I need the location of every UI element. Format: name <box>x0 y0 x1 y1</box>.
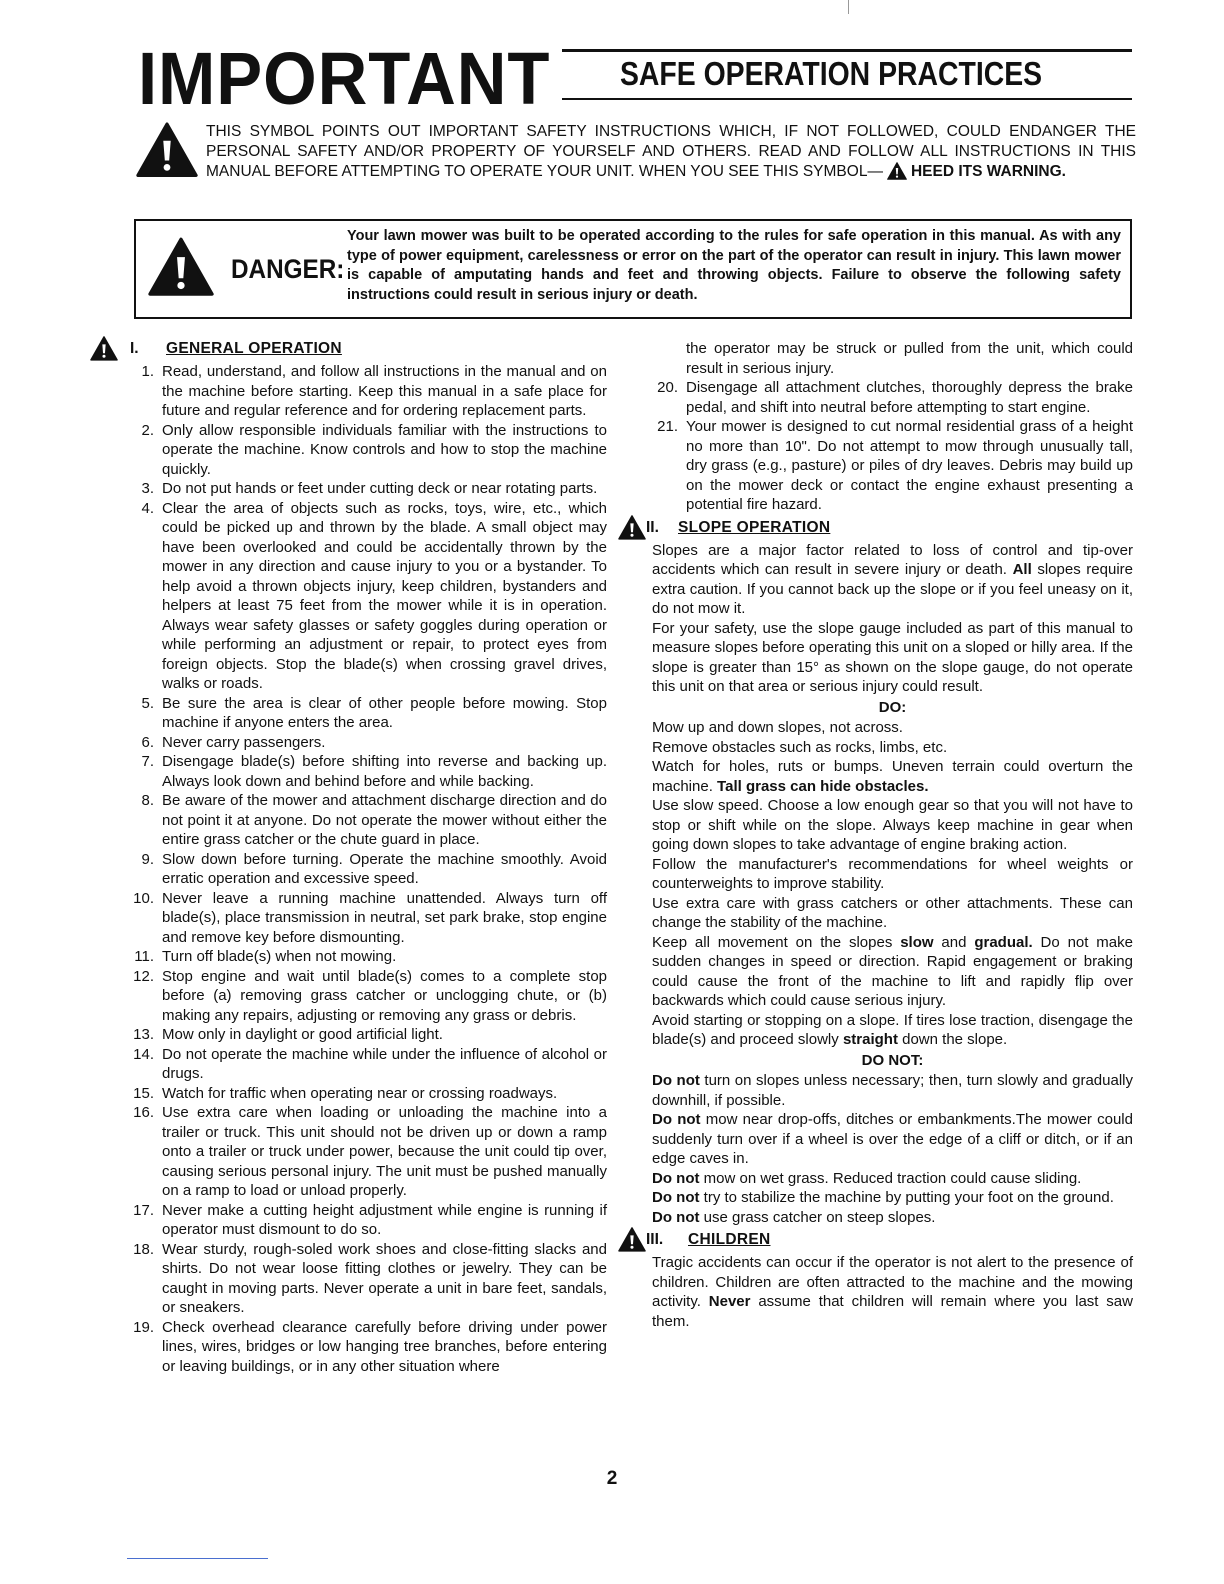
heed-warning-text: HEED ITS WARNING. <box>910 163 1066 180</box>
danger-label: DANGER: <box>231 254 345 284</box>
list-item-continuation: the operator may be struck or pulled from the unit, which could result in serious injury. <box>686 340 1133 377</box>
do-item: Avoid starting or stopping on a slope. If tires lose traction, disengage the blade(s) and proceed slowly straight down the slope. <box>652 1011 1133 1048</box>
list-item: 9. Slow down before turning. Operate the machine smoothly. Avoid erratic operation and excessive speed. <box>141 850 607 887</box>
intro-text: THIS SYMBOL POINTS OUT IMPORTANT SAFETY INSTRUCTIONS WHICH, IF NOT FOLLOWED, COULD ENDANGER THE PERSONAL SAFETY AND/OR PROPERTY OF YOURSELF AND OTHERS. READ AND FOLLOW ALL INSTRUCTIONS IN THIS MANUAL BEFORE ATTEMPTING TO OPERATE YOUR UNIT. WHEN YOU SEE THIS SYMBOL— <box>206 123 1136 180</box>
header-rule-bottom <box>562 98 1132 100</box>
list-item: 6. Never carry passengers. <box>141 733 326 751</box>
do-item: Remove obstacles such as rocks, limbs, etc. <box>652 738 948 756</box>
list-item: 7. Disengage blade(s) before shifting into reverse and backing up. Always look down and behind before and while backing. <box>141 753 607 790</box>
do-not-item: Do not turn on slopes unless necessary; then, turn slowly and gradually downhill, if possible. <box>652 1072 1133 1109</box>
safety-alert-icon <box>136 122 198 178</box>
page-title: IMPORTANT <box>138 37 551 120</box>
do-not-item: Do not try to stabilize the machine by putting your foot on the ground. <box>652 1189 1114 1206</box>
section-heading-slope <box>646 518 1133 540</box>
list-item: 21. Your mower is designed to cut normal residential grass of a height no more than 10". Do not attempt to mow through unusually tall, dry grass (e.g., pasture) or piles of dry leaves. Debris may build up on the mower deck or contact the engine exhaust presenting a potential fire hazard. <box>657 418 1133 513</box>
safety-alert-icon <box>90 336 118 361</box>
do-not-item: Do not mow on wet grass. Reduced traction could cause sliding. <box>652 1169 1082 1187</box>
list-item: 16. Use extra care when loading or unloading the machine into a trailer or truck. This unit should not be driven up or down a ramp onto a trailer or truck under power, because the unit could tip over, causing serious personal injury. The unit must be pushed manually on a ramp to load or unload properly. <box>133 1104 607 1199</box>
list-item: 1. Read, understand, and follow all instructions in the manual and on the machine before starting. Keep this manual in a safe place for future and regular reference and for ordering replacement parts. <box>141 363 607 419</box>
danger-alert-icon <box>148 237 214 297</box>
page-number: 2 <box>606 1468 618 1489</box>
general-operation-list <box>120 362 607 1376</box>
list-item: 15. Watch for traffic when operating near or crossing roadways. <box>133 1084 558 1102</box>
list-item: 20. Disengage all attachment clutches, thoroughly depress the brake pedal, and shift into neutral before attempting to start engine. <box>657 379 1133 416</box>
left-column <box>120 339 607 1376</box>
section-title: SLOPE OPERATION <box>678 518 831 536</box>
section-number: I. <box>130 340 139 357</box>
scan-mark <box>848 0 849 14</box>
slope-intro: Slopes are a major factor related to loss of control and tip-over accidents which can result in severe injury or death. All slopes require extra caution. If you cannot back up the slope or if you feel uneasy on it, do not mow it. <box>652 541 1133 617</box>
right-column <box>646 339 1133 1331</box>
list-item: 4. Clear the area of objects such as rocks, toys, wire, etc., which could be picked up and thrown by the blade. A small object may have been overlooked and could be accidentally thrown by the mower in any direction and cause injury to you or a bystander. To help avoid a thrown objects injury, keep children, bystanders and helpers at least 75 feet from the mower while it is in operation. Always wear safety glasses or safety goggles during operation or while performing an adjustment or repair, to protect eyes from foreign objects. Stop the blade(s) when crossing gravel drives, walks or roads. <box>141 499 607 692</box>
list-item: 18. Wear sturdy, rough-soled work shoes and close-fitting slacks and shirts. Do not wear loose fitting clothes or jewelry. They can be caught in moving parts. Never operate a unit in bare feet, sandals, or sneakers. <box>133 1240 607 1316</box>
list-item: 2. Only allow responsible individuals familiar with the instructions to operate the machine. Know controls and how to stop the machine quickly. <box>141 421 607 478</box>
do-not-item: Do not use grass catcher on steep slopes. <box>652 1208 936 1226</box>
do-not-item: Do not mow near drop-offs, ditches or embankments.The mower could suddenly turn over if a wheel is over the edge of a cliff or ditch, or if an edge caves in. <box>652 1111 1133 1167</box>
do-item: Use slow speed. Choose a low enough gear so that you will not have to stop or shift while on the slope. Always keep machine in gear when going down slopes to take advantage of engine braking action. <box>652 797 1133 853</box>
danger-text: Your lawn mower was built to be operated according to the rules for safe operation in this manual. As with any type of power equipment, carelessness or error on the part of the operator can result in injury. This lawn mower is capable of amputating hands and feet and throwing objects. Failure to observe the following safety instructions could result in serious injury or death. <box>347 228 1121 303</box>
list-item: 19. Check overhead clearance carefully before driving under power lines, wires, bridges or low hanging tree branches, before entering or leaving buildings, or in any other situation where <box>133 1318 607 1375</box>
general-operation-list-cont <box>644 378 1133 515</box>
danger-box <box>134 219 1132 319</box>
list-item: 10. Never leave a running machine unattended. Always turn off blade(s), place transmission in neutral, set park brake, stop engine and remove key before dismounting. <box>133 889 607 946</box>
section-title: CHILDREN <box>688 1231 771 1248</box>
list-item: 12. Stop engine and wait until blade(s) comes to a complete stop before (a) removing grass catcher or unclogging chute, or (b) making any repairs, adjusting or removing any grass or debris. <box>133 967 607 1024</box>
section-number: III. <box>646 1231 664 1248</box>
list-item: 8. Be aware of the mower and attachment discharge direction and do not point it at anyone. Do not operate the mower without either the entire grass catcher or the chute guard in place. <box>141 792 607 848</box>
section-heading-general <box>120 339 607 361</box>
header-rule-top <box>562 49 1132 52</box>
section-title: GENERAL OPERATION <box>166 340 342 357</box>
do-not-heading: DO NOT: <box>861 1051 924 1069</box>
list-item: 17. Never make a cutting height adjustment while engine is running if operator must dismount to do so. <box>133 1201 607 1238</box>
children-text: Tragic accidents can occur if the operator is not alert to the presence of children. Children are often attracted to the machine and the mowing activity. Never assume that children will remain where you last saw them. <box>652 1254 1133 1330</box>
safety-alert-icon <box>887 162 907 180</box>
section-heading-children <box>646 1230 1133 1252</box>
safety-alert-icon <box>618 515 646 540</box>
do-item: Follow the manufacturer's recommendations for wheel weights or counterweights to improve stability. <box>652 855 1133 892</box>
footer-rule <box>127 1558 268 1559</box>
section-number: II. <box>646 518 659 536</box>
do-item: Watch for holes, ruts or bumps. Uneven terrain could overturn the machine. Tall grass can hide obstacles. <box>652 758 1133 795</box>
do-item: Keep all movement on the slopes slow and gradual. Do not make sudden changes in speed or direction. Rapid engagement or braking could cause the front of the machine to lift and rapidly flip over backwards which could cause serious injury. <box>652 933 1133 1009</box>
list-item: 11. Turn off blade(s) when not mowing. <box>134 948 397 965</box>
do-item: Use extra care with grass catchers or other attachments. These can change the stability of the machine. <box>652 894 1133 931</box>
list-item: 14. Do not operate the machine while under the influence of alcohol or drugs. <box>133 1045 607 1082</box>
list-item: 3. Do not put hands or feet under cutting deck or near rotating parts. <box>141 480 598 497</box>
list-item: 13. Mow only in daylight or good artificial light. <box>133 1026 443 1043</box>
list-item: 5. Be sure the area is clear of other people before mowing. Stop machine if anyone enters the area. <box>141 694 607 731</box>
slope-gauge-note: For your safety, use the slope gauge included as part of this manual to measure slopes before operating this unit on a sloped or hilly area. If the slope is greater than 15° as shown on the slope gauge, do not operate this unit on that area or serious injury could result. <box>652 619 1133 695</box>
safety-symbol-intro <box>206 122 1136 182</box>
do-heading: DO: <box>878 698 907 716</box>
safety-alert-icon <box>618 1227 646 1252</box>
page-subtitle: SAFE OPERATION PRACTICES <box>620 55 1043 92</box>
do-item: Mow up and down slopes, not across. <box>652 719 903 736</box>
